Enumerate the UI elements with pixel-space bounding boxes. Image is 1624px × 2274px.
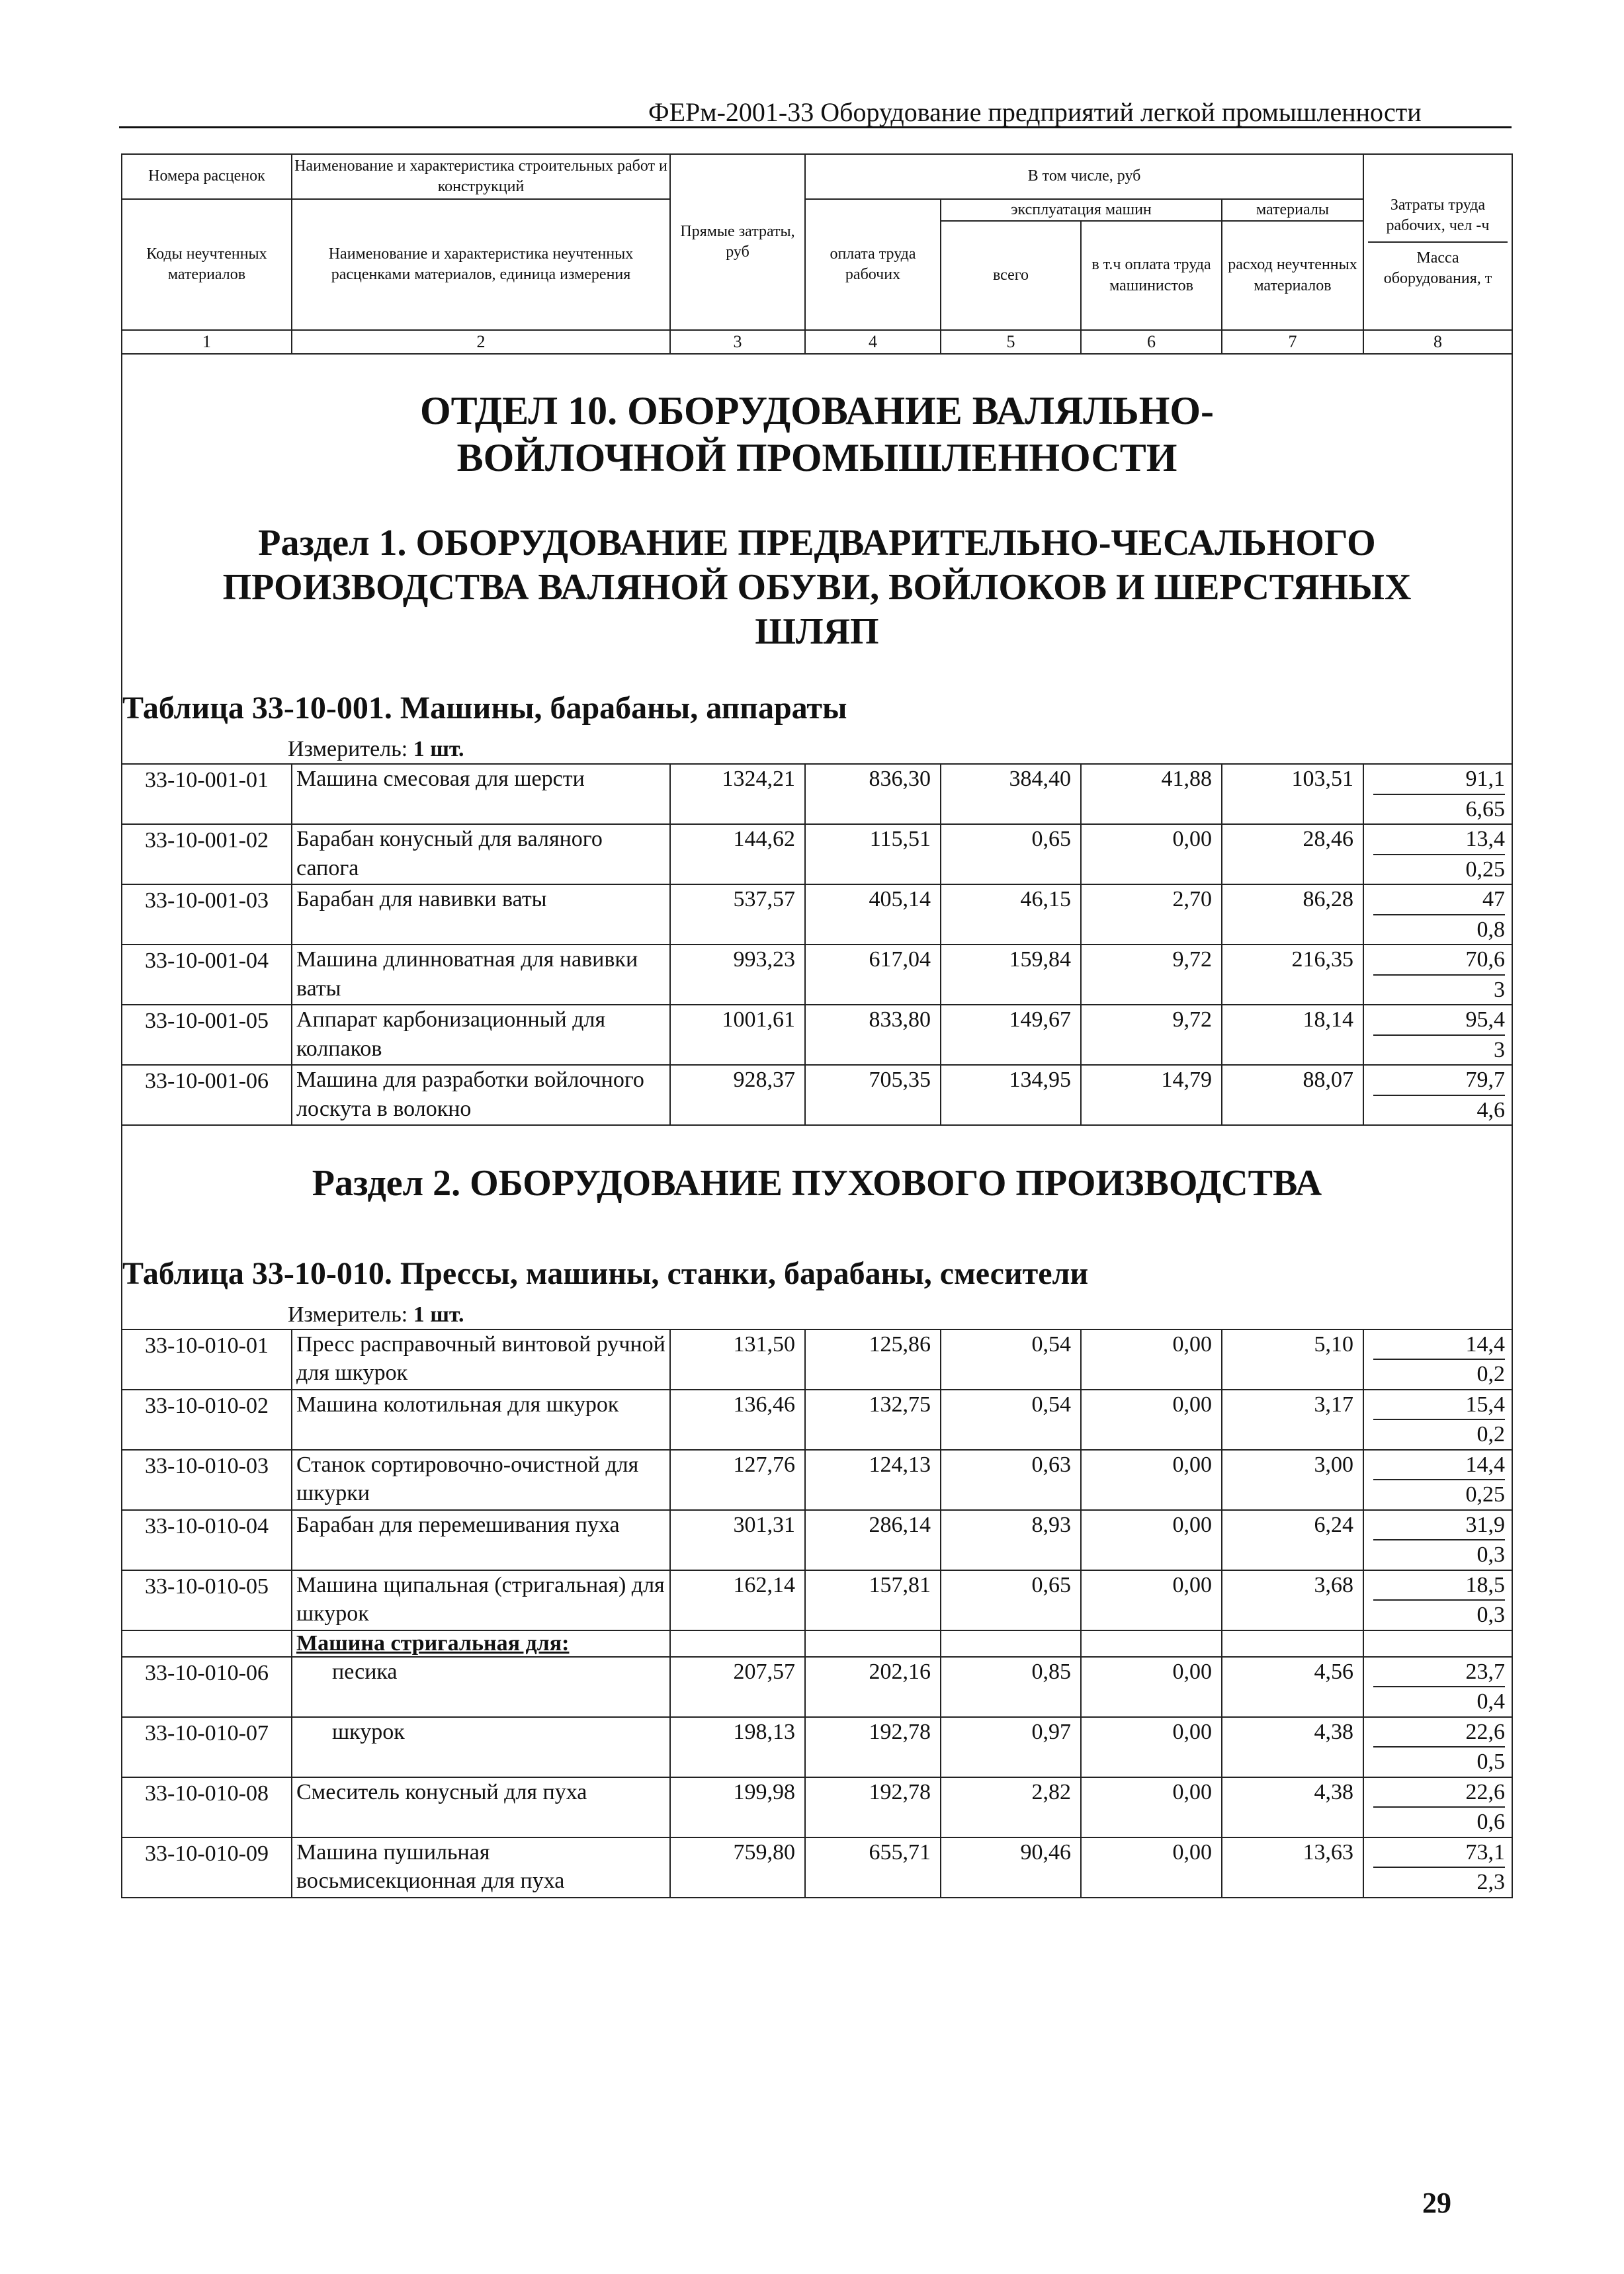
equipment-mass: 0,8 [1476,917,1505,942]
direct-costs: 1324,21 [670,764,805,824]
table-row [122,1450,1512,1510]
group-empty [805,1630,941,1657]
labor-hours: 47 [1373,885,1505,915]
equipment-mass: 0,25 [1465,1482,1505,1507]
equipment-mass: 0,25 [1465,857,1505,882]
table-row [122,1329,1512,1390]
group-empty [1363,1630,1512,1657]
material-costs: 6,24 [1222,1510,1363,1570]
group-empty [1222,1630,1363,1657]
labor-hours-and-mass [1363,1570,1512,1630]
direct-costs: 127,76 [670,1450,805,1510]
machine-costs: 149,67 [941,1005,1081,1065]
direct-costs: 144,62 [670,824,805,884]
machine-costs: 0,65 [941,1570,1081,1630]
header-col2-top: Наименование и характеристика строительных работ и конструкций [292,154,670,199]
direct-costs: 301,31 [670,1510,805,1570]
rate-name: Барабан конусный для валяного сапога [292,824,670,884]
rate-code: 33-10-010-03 [122,1450,292,1510]
material-costs: 3,00 [1222,1450,1363,1510]
header-col7: расход неучтенных материалов [1222,221,1363,330]
driver-wages: 0,00 [1081,1837,1222,1898]
table-row [122,1777,1512,1837]
labor-wages: 124,13 [805,1450,941,1510]
rate-code: 33-10-001-02 [122,824,292,884]
department-title: ОТДЕЛ 10. ОБОРУДОВАНИЕ ВАЛЯЛЬНО-ВОЙЛОЧНОЙ ПРОМЫШЛЕННОСТИ [419,389,1215,480]
labor-hours: 73,1 [1373,1838,1505,1869]
labor-wages: 836,30 [805,764,941,824]
machine-costs: 0,54 [941,1329,1081,1390]
table-row [122,1657,1512,1717]
table-row [122,764,1512,824]
driver-wages: 41,88 [1081,764,1222,824]
table-row [122,1390,1512,1450]
equipment-mass: 2,3 [1476,1870,1505,1895]
table2-title: Таблица 33-10-010. Прессы, машины, станки, барабаны, смесители [122,1255,1089,1291]
labor-wages: 286,14 [805,1510,941,1570]
labor-wages: 192,78 [805,1717,941,1777]
labor-hours: 22,6 [1373,1778,1505,1808]
driver-wages: 0,00 [1081,1717,1222,1777]
header-col4: оплата труда рабочих [805,199,941,330]
driver-wages: 14,79 [1081,1065,1222,1125]
direct-costs: 131,50 [670,1329,805,1390]
rate-name: Машина пушильная восьмисекционная для пуха [292,1837,670,1898]
direct-costs: 759,80 [670,1837,805,1898]
equipment-mass: 0,3 [1476,1542,1505,1568]
driver-wages: 0,00 [1081,1657,1222,1717]
material-costs: 4,56 [1222,1657,1363,1717]
rate-name: песика [292,1657,670,1717]
header-col8-bottom: Масса оборудования, т [1383,249,1492,288]
equipment-mass: 0,5 [1476,1749,1505,1775]
rate-code: 33-10-010-08 [122,1777,292,1837]
rate-name: Машина для разработки войлочного лоскута в волокно [292,1065,670,1125]
rate-code: 33-10-001-06 [122,1065,292,1125]
col-number: 1 [122,330,292,354]
equipment-mass: 0,6 [1476,1810,1505,1835]
labor-wages: 655,71 [805,1837,941,1898]
material-costs: 13,63 [1222,1837,1363,1898]
direct-costs: 198,13 [670,1717,805,1777]
rate-code: 33-10-001-05 [122,1005,292,1065]
labor-hours: 91,1 [1373,765,1505,795]
header-machines: эксплуатация машин [941,199,1222,221]
labor-hours-and-mass [1363,1390,1512,1450]
driver-wages: 0,00 [1081,1510,1222,1570]
labor-hours: 14,4 [1373,1451,1505,1481]
direct-costs: 136,46 [670,1390,805,1450]
machine-costs: 0,85 [941,1657,1081,1717]
direct-costs: 993,23 [670,945,805,1005]
col-number: 6 [1081,330,1222,354]
col-number: 3 [670,330,805,354]
page-number: 29 [1422,2187,1451,2219]
rate-code: 33-10-010-02 [122,1390,292,1450]
labor-hours-and-mass [1363,764,1512,824]
rate-name: шкурок [292,1717,670,1777]
table-row [122,1570,1512,1630]
labor-hours-and-mass [1363,1837,1512,1898]
header-col1-bottom: Коды неучтенных материалов [122,199,292,330]
table-row [122,945,1512,1005]
header-col3: Прямые затраты, руб [670,154,805,330]
direct-costs: 537,57 [670,884,805,945]
labor-hours: 95,4 [1373,1005,1505,1036]
table-row [122,824,1512,884]
machine-costs: 134,95 [941,1065,1081,1125]
rate-name: Пресс расправочный винтовой ручной для шкурок [292,1329,670,1390]
labor-hours: 13,4 [1373,825,1505,855]
rate-name: Станок сортировочно-очистной для шкурки [292,1450,670,1510]
labor-wages: 157,81 [805,1570,941,1630]
labor-hours-and-mass [1363,884,1512,945]
driver-wages: 9,72 [1081,945,1222,1005]
group-label: Машина стригальная для: [292,1630,670,1657]
material-costs: 3,68 [1222,1570,1363,1630]
labor-hours-and-mass [1363,1510,1512,1570]
machine-costs: 2,82 [941,1777,1081,1837]
labor-hours-and-mass [1363,824,1512,884]
equipment-mass: 3 [1494,977,1505,1002]
equipment-mass: 4,6 [1476,1097,1505,1122]
labor-hours-and-mass [1363,1450,1512,1510]
table2-unit: Измеритель: 1 шт. [288,1302,464,1327]
material-costs: 4,38 [1222,1717,1363,1777]
driver-wages: 0,00 [1081,1329,1222,1390]
labor-hours: 79,7 [1373,1066,1505,1096]
header-col5: всего [941,221,1081,330]
material-costs: 86,28 [1222,884,1363,945]
labor-hours-and-mass [1363,1329,1512,1390]
section1-title: Раздел 1. ОБОРУДОВАНИЕ ПРЕДВАРИТЕЛЬНО-ЧЕСАЛЬНОГО ПРОИЗВОДСТВА ВАЛЯНОЙ ОБУВИ, ВОЙЛОКОВ И ШЕРСТЯНЫХ ШЛЯП [222,522,1412,652]
driver-wages: 0,00 [1081,1450,1222,1510]
group-empty [1081,1630,1222,1657]
header-group: В том числе, руб [805,154,1363,199]
group-empty [670,1630,805,1657]
rate-code: 33-10-010-07 [122,1717,292,1777]
col-number: 4 [805,330,941,354]
labor-hours-and-mass [1363,1657,1512,1717]
rate-code: 33-10-001-04 [122,945,292,1005]
driver-wages: 0,00 [1081,824,1222,884]
header-rule [119,126,1512,128]
col-number: 8 [1363,330,1512,354]
labor-hours-and-mass [1363,1065,1512,1125]
machine-costs: 384,40 [941,764,1081,824]
header-materials: материалы [1222,199,1363,221]
header-col8-top: Затраты труда рабочих, чел -ч [1368,195,1508,243]
driver-wages: 9,72 [1081,1005,1222,1065]
direct-costs: 928,37 [670,1065,805,1125]
group-empty [941,1630,1081,1657]
material-costs: 88,07 [1222,1065,1363,1125]
labor-wages: 405,14 [805,884,941,945]
material-costs: 4,38 [1222,1777,1363,1837]
running-title: ФЕРм-2001-33 Оборудование предприятий легкой промышленности [648,97,1422,127]
col-number: 7 [1222,330,1363,354]
direct-costs: 1001,61 [670,1005,805,1065]
machine-costs: 0,97 [941,1717,1081,1777]
equipment-mass: 0,3 [1476,1603,1505,1628]
rate-name: Барабан для перемешивания пуха [292,1510,670,1570]
equipment-mass: 0,4 [1476,1689,1505,1714]
machine-costs: 0,65 [941,824,1081,884]
equipment-mass: 0,2 [1476,1362,1505,1387]
header-col6: в т.ч оплата труда машинистов [1081,221,1222,330]
labor-wages: 125,86 [805,1329,941,1390]
table-row [122,1005,1512,1065]
rate-name: Машина щипальная (стригальная) для шкурок [292,1570,670,1630]
table-row [122,1837,1512,1898]
equipment-mass: 3 [1494,1037,1505,1062]
equipment-mass: 6,65 [1465,796,1505,821]
labor-wages: 617,04 [805,945,941,1005]
labor-wages: 202,16 [805,1657,941,1717]
material-costs: 103,51 [1222,764,1363,824]
rate-code: 33-10-010-04 [122,1510,292,1570]
labor-hours: 14,4 [1373,1330,1505,1361]
machine-costs: 8,93 [941,1510,1081,1570]
table-row [122,884,1512,945]
table1-title: Таблица 33-10-001. Машины, барабаны, аппараты [122,691,847,726]
group-row [122,1630,1512,1657]
material-costs: 5,10 [1222,1329,1363,1390]
column-number-row [122,330,1512,354]
labor-wages: 705,35 [805,1065,941,1125]
labor-hours: 22,6 [1373,1718,1505,1748]
rate-name: Смеситель конусный для пуха [292,1777,670,1837]
header-col1-top: Номера расценок [122,154,292,199]
rate-name: Машина колотильная для шкурок [292,1390,670,1450]
section1-banner [122,354,1512,764]
section2-banner [122,1125,1512,1329]
labor-hours: 23,7 [1373,1658,1505,1688]
rate-code: 33-10-001-03 [122,884,292,945]
table-row [122,1510,1512,1570]
machine-costs: 46,15 [941,884,1081,945]
labor-hours-and-mass [1363,1005,1512,1065]
rate-code: 33-10-010-06 [122,1657,292,1717]
rate-name: Барабан для навивки ваты [292,884,670,945]
driver-wages: 0,00 [1081,1777,1222,1837]
price-table [121,153,1513,1898]
driver-wages: 0,00 [1081,1390,1222,1450]
labor-hours: 15,4 [1373,1390,1505,1421]
rate-name: Аппарат карбонизационный для колпаков [292,1005,670,1065]
labor-hours: 70,6 [1373,945,1505,976]
rate-name: Машина длинноватная для навивки ваты [292,945,670,1005]
machine-costs: 90,46 [941,1837,1081,1898]
table1-unit: Измеритель: 1 шт. [288,737,464,762]
labor-wages: 192,78 [805,1777,941,1837]
direct-costs: 207,57 [670,1657,805,1717]
labor-wages: 833,80 [805,1005,941,1065]
labor-hours-and-mass [1363,1777,1512,1837]
direct-costs: 162,14 [670,1570,805,1630]
labor-wages: 132,75 [805,1390,941,1450]
group-code-cell [122,1630,292,1657]
machine-costs: 0,63 [941,1450,1081,1510]
labor-hours: 18,5 [1373,1571,1505,1601]
driver-wages: 0,00 [1081,1570,1222,1630]
labor-wages: 115,51 [805,824,941,884]
material-costs: 3,17 [1222,1390,1363,1450]
labor-hours-and-mass [1363,945,1512,1005]
machine-costs: 0,54 [941,1390,1081,1450]
material-costs: 216,35 [1222,945,1363,1005]
driver-wages: 2,70 [1081,884,1222,945]
equipment-mass: 0,2 [1476,1422,1505,1447]
table-row [122,1717,1512,1777]
material-costs: 28,46 [1222,824,1363,884]
labor-hours: 31,9 [1373,1511,1505,1541]
rate-name: Машина смесовая для шерсти [292,764,670,824]
section2-title: Раздел 2. ОБОРУДОВАНИЕ ПУХОВОГО ПРОИЗВОДСТВА [312,1163,1322,1204]
header-col2-bottom: Наименование и характеристика неучтенных расценками материалов, единица измерения [292,199,670,330]
rate-code: 33-10-010-09 [122,1837,292,1898]
machine-costs: 159,84 [941,945,1081,1005]
col-number: 2 [292,330,670,354]
labor-hours-and-mass [1363,1717,1512,1777]
material-costs: 18,14 [1222,1005,1363,1065]
col-number: 5 [941,330,1081,354]
rate-code: 33-10-010-01 [122,1329,292,1390]
header-col8 [1363,154,1512,330]
rate-code: 33-10-001-01 [122,764,292,824]
rate-code: 33-10-010-05 [122,1570,292,1630]
direct-costs: 199,98 [670,1777,805,1837]
table-row [122,1065,1512,1125]
